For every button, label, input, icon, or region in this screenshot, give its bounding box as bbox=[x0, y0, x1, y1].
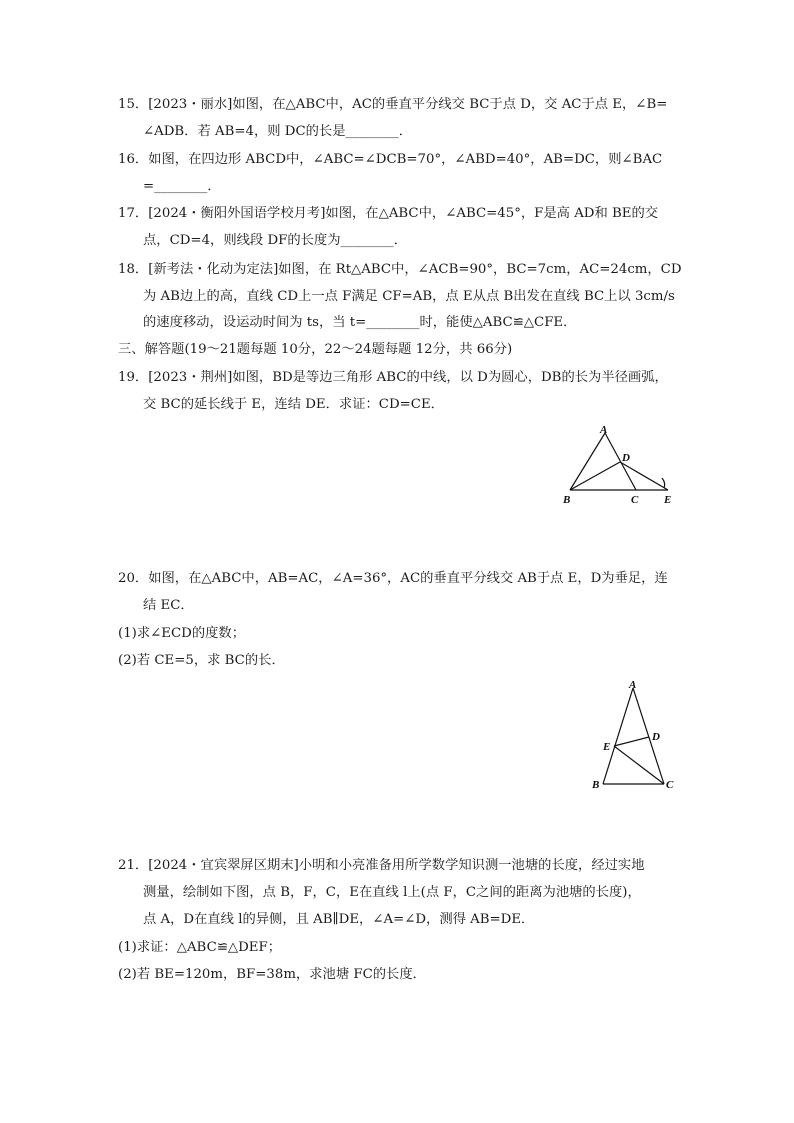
text-line: =________． bbox=[143, 179, 221, 194]
text-line: 的速度移动，设运动时间为 ts，当 t=________时，能使△ABC≌△CFE． bbox=[143, 315, 577, 330]
text-line: 为 AB边上的高，直线 CD上一点 F满足 CF=AB，点 E从点 B出发在直线 BC上以 3cm/s bbox=[143, 289, 675, 304]
text-line: 结 EC． bbox=[143, 598, 194, 613]
label-A: A bbox=[629, 679, 637, 691]
figure-19 bbox=[560, 422, 682, 510]
label-B: B bbox=[592, 779, 600, 791]
text-line: (1)求证：△ABC≌△DEF； bbox=[118, 940, 282, 955]
text-line: (2)若 CE=5，求 BC的长． bbox=[118, 653, 285, 668]
label-D: D bbox=[652, 731, 660, 743]
text-line: 20．如图，在△ABC中，AB=AC，∠A=36°，AC的垂直平分线交 AB于点 E，D为垂足，连 bbox=[118, 571, 668, 586]
label-B: B bbox=[563, 494, 571, 506]
text-line: 21．[2024・宜宾翠屏区期末]小明和小亮准备用所学数学知识测一池塘的长度，经过实地 bbox=[118, 858, 645, 873]
label-C: C bbox=[666, 779, 674, 791]
text-line: (2)若 BE=120m，BF=38m，求池塘 FC的长度． bbox=[118, 967, 426, 982]
label-E: E bbox=[664, 494, 672, 506]
section-heading: 三、解答题(19～21题每题 10分，22～24题每题 12分，共 66分) bbox=[118, 342, 513, 357]
text-line: 交 BC的延长线于 E，连结 DE．求证：CD=CE． bbox=[143, 397, 444, 412]
text-line: 16．如图，在四边形 ABCD中，∠ABC=∠DCB=70°，∠ABD=40°，AB=DC，则∠BAC bbox=[118, 152, 663, 167]
text-line: ∠ADB．若 AB=4，则 DC的长是________． bbox=[143, 124, 413, 139]
text-line: 点 A，D在直线 l的异侧，且 AB∥DE，∠A=∠D，测得 AB=DE． bbox=[143, 912, 535, 927]
text-line: 18．[新考法・化动为定法]如图，在 Rt△ABC中，∠ACB=90°，BC=7cm，AC=24cm，CD bbox=[118, 262, 682, 277]
text-line: 19．[2023・荆州]如图，BD是等边三角形 ABC的中线，以 D为圆心，DB的长为半径画弧， bbox=[118, 370, 668, 385]
text-line: 17．[2024・衡阳外国语学校月考]如图，在△ABC中，∠ABC=45°，F是高 AD和 BE的交 bbox=[118, 206, 659, 221]
text-line: 15．[2023・丽水]如图，在△ABC中，AC的垂直平分线交 BC于点 D，交 AC于点 E，∠B= bbox=[118, 97, 668, 112]
label-D: D bbox=[622, 452, 630, 464]
label-C: C bbox=[631, 494, 639, 506]
text-line: 点，CD=4，则线段 DF的长度为________． bbox=[143, 233, 408, 248]
text-line: 测量，绘制如下图，点 B，F，C，E在直线 l上(点 F，C之间的距离为池塘的长度)， bbox=[143, 885, 641, 900]
label-E: E bbox=[603, 741, 611, 753]
figure-20 bbox=[588, 676, 680, 796]
text-line: (1)求∠ECD的度数； bbox=[118, 626, 246, 641]
label-A: A bbox=[600, 424, 608, 436]
